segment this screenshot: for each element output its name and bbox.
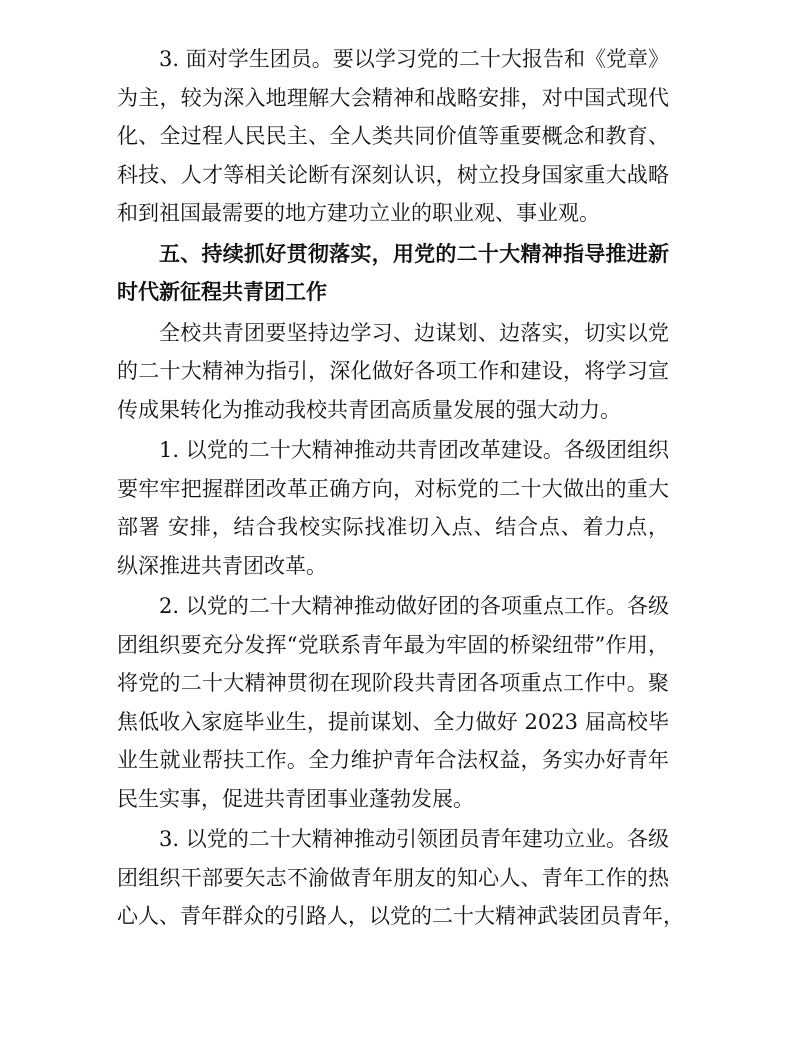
- heading-line: 五、持续抓好贯彻落实，用党的二十大精神指导推进新: [159, 241, 669, 266]
- paragraph-intro: [117, 314, 669, 430]
- heading-line: 时代新征程共青团工作: [117, 280, 327, 304]
- text-line: 部署 安排，结合我校实际找准切入点、结合点、着力点，: [117, 515, 669, 539]
- text-line: 团组织干部要矢志不渝做青年朋友的知心人、青年工作的热: [117, 865, 669, 890]
- paragraph-item-1: [117, 431, 669, 585]
- text-line: 民生实事，促进共青团事业蓬勃发展。: [117, 786, 474, 811]
- text-line: 要牢牢把握群团改革正确方向，对标党的二十大做出的重大: [117, 476, 669, 501]
- text-line: 纵深推进共青团改革。: [117, 553, 327, 578]
- text-line: 2. 以党的二十大精神推动做好团的各项重点工作。各级: [159, 594, 669, 618]
- text-line: 业生就业帮扶工作。全力维护青年合法权益，务实办好青年: [117, 748, 669, 772]
- text-line: 为主，较为深入地理解大会精神和战略安排，对中国式现代: [117, 85, 669, 110]
- text-line: 3. 面对学生团员。要以学习党的二十大报告和《党章》: [159, 47, 669, 71]
- text-line: 的二十大精神为指引，深化做好各项工作和建设，将学习宣: [117, 359, 669, 383]
- text-line: 心人、青年群众的引路人，以党的二十大精神武装团员青年，: [117, 904, 684, 928]
- text-line: 3. 以党的二十大精神推动引领团员青年建功立业。各级: [159, 827, 669, 851]
- paragraph-item-3: [117, 820, 684, 936]
- paragraph-item-2: [117, 587, 669, 818]
- text-line: 1. 以党的二十大精神推动共青团改革建设。各级团组织: [159, 438, 669, 462]
- section-heading-five: [117, 235, 669, 312]
- text-line: 和到祖国最需要的地方建功立业的职业观、事业观。: [117, 201, 600, 225]
- text-line: 科技、人才等相关论断有深刻认识，树立投身国家重大战略: [117, 162, 669, 187]
- text-line: 焦低收入家庭毕业生，提前谋划、全力做好 2023 届高校毕: [117, 709, 669, 734]
- text-line: 将党的二十大精神贯彻在现阶段共青团各项重点工作中。聚: [117, 671, 669, 695]
- document-page: [117, 40, 684, 936]
- text-line: 化、全过程人民民主、全人类共同价值等重要概念和教育、: [117, 124, 669, 148]
- text-line: 传成果转化为推动我校共青团高质量发展的强大动力。: [117, 397, 621, 422]
- text-line: 团组织要充分发挥“党联系青年最为牢固的桥梁纽带”作用，: [117, 632, 669, 657]
- paragraph-student-members: [117, 40, 669, 233]
- text-line: 全校共青团要坚持边学习、边谋划、边落实，切实以党: [159, 320, 669, 345]
